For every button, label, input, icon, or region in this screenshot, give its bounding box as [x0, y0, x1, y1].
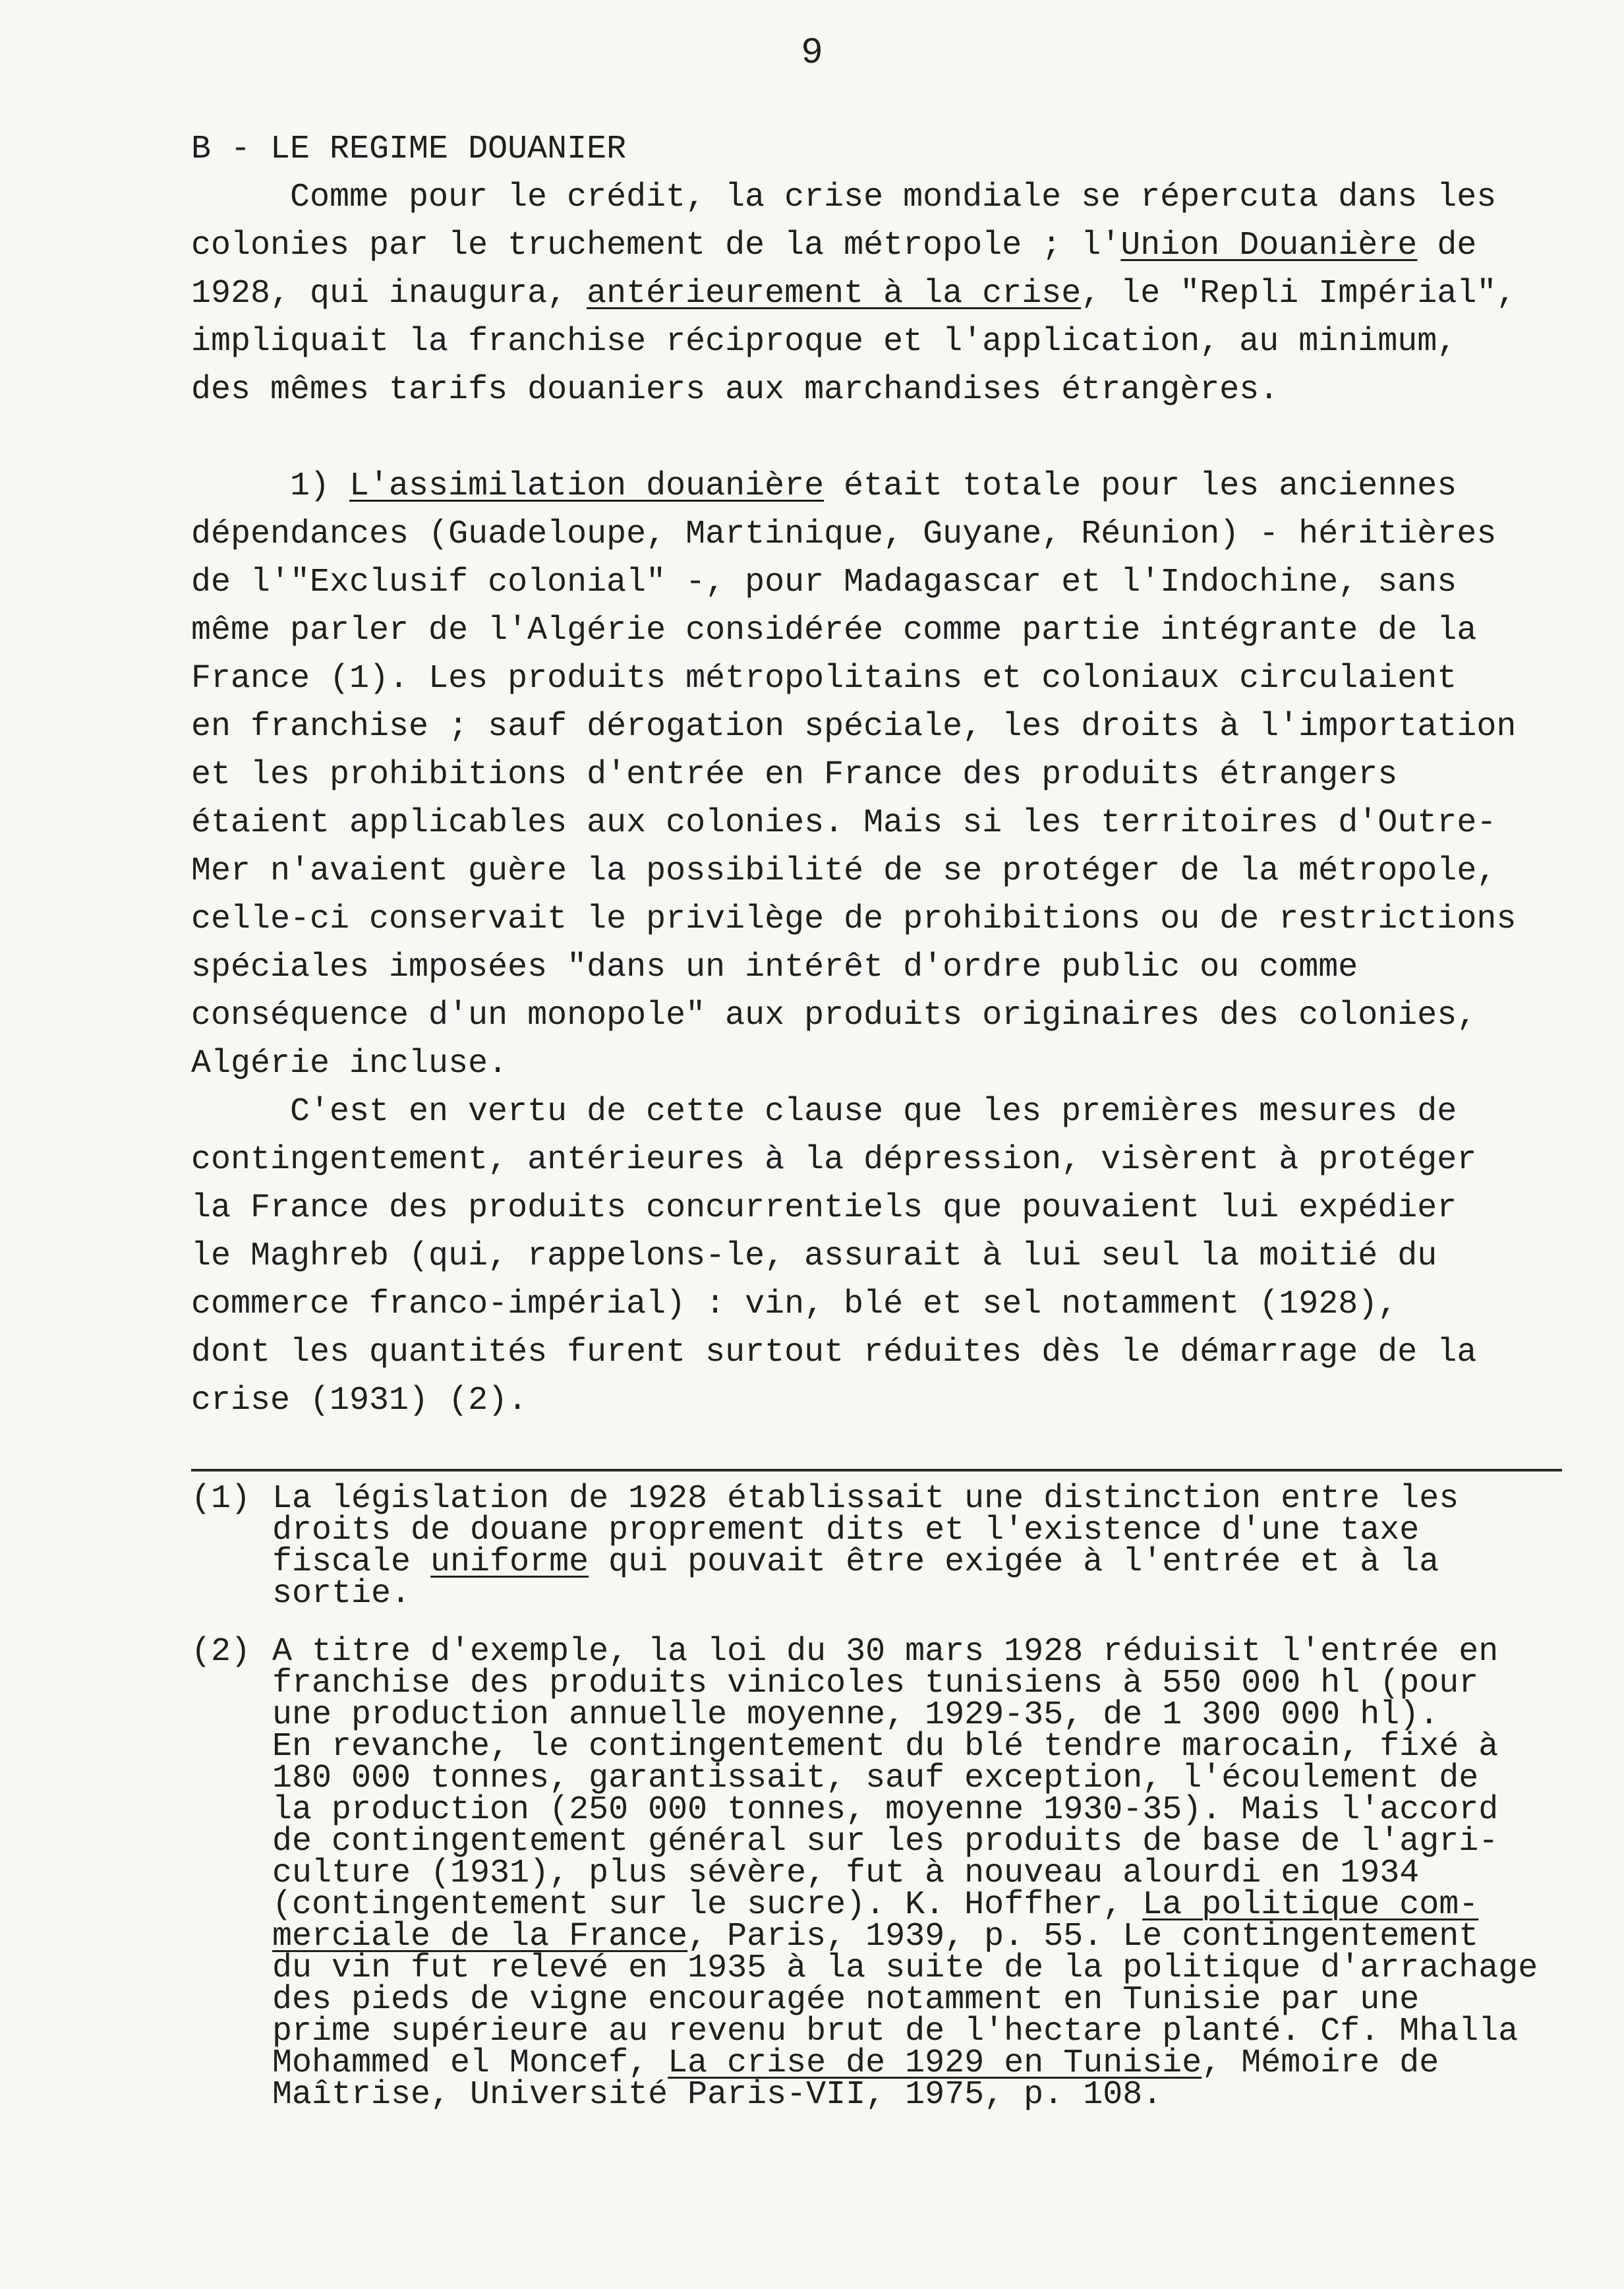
text-line: crise (1931) (2). — [191, 1382, 528, 1419]
footnote-line: des pieds de vigne encouragée notamment en Tunisie par une — [272, 1981, 1420, 2019]
footnote-line: 180 000 tonnes, garantissait, sauf exception, l'écoulement de — [272, 1760, 1479, 1797]
footnote-number: (2) — [191, 1633, 251, 1671]
text-span: , Mémoire de — [1202, 2044, 1439, 2082]
text-line: dont les quantités furent surtout réduites dès le démarrage de la — [191, 1334, 1477, 1371]
footnote-line: une production annuelle moyenne, 1929-35, de 1 300 000 hl). — [272, 1696, 1439, 1734]
text-span: était totale pour les anciennes — [824, 467, 1457, 505]
footnote-line: culture (1931), plus sévère, fut à nouveau alourdi en 1934 — [272, 1855, 1420, 1892]
underlined-term: Union Douanière — [1120, 227, 1418, 264]
text-span: colonies par le truchement de la métropole ; l' — [191, 227, 1121, 264]
paragraph-2 — [191, 462, 1562, 1088]
text-line: Mer n'avaient guère la possibilité de se protéger de la métropole, — [191, 852, 1497, 890]
footnote-1 — [191, 1480, 1588, 1613]
footnote-line: de contingentement général sur les produits de base de l'agri- — [272, 1823, 1499, 1860]
text-span: Mohammed el Moncef, — [272, 2044, 668, 2082]
text-line: en franchise ; sauf dérogation spéciale, les droits à l'importation — [191, 708, 1517, 746]
text-line: conséquence d'un monopole" aux produits originaires des colonies, — [191, 997, 1477, 1034]
footnote-line: du vin fut relevé en 1935 à la suite de la politique d'arrachage — [272, 1949, 1538, 1987]
footnote-line — [272, 1543, 1588, 1581]
paragraph-1 — [191, 173, 1562, 414]
text-line: le Maghreb (qui, rappelons-le, assurait à lui seul la moitié du — [191, 1237, 1437, 1275]
text-line: dépendances (Guadeloupe, Martinique, Guyane, Réunion) - héritières — [191, 516, 1497, 553]
footnote-line: prime supérieure au revenu brut de l'hectare planté. Cf. Mhalla — [272, 2013, 1519, 2050]
footnote-divider — [191, 1469, 1562, 1472]
text-line — [191, 462, 1562, 510]
footnote-line: La législation de 1928 établissait une distinction entre les — [272, 1480, 1459, 1518]
text-line: spéciales imposées "dans un intérêt d'ordre public ou comme — [191, 949, 1358, 986]
footnotes — [191, 1480, 1588, 2124]
text-line: des mêmes tarifs douaniers aux marchandises étrangères. — [191, 371, 1279, 409]
text-line: France (1). Les produits métropolitains et coloniaux circulaient — [191, 660, 1457, 698]
text-line: impliquait la franchise réciproque et l'application, au minimum, — [191, 323, 1457, 361]
text-line: contingentement, antérieures à la dépression, visèrent à protéger — [191, 1141, 1477, 1179]
text-span: de — [1417, 227, 1477, 264]
text-span: 1) — [290, 467, 350, 505]
page-number: 9 — [801, 32, 823, 74]
text-line: celle-ci conservait le privilège de prohibitions ou de restrictions — [191, 901, 1517, 938]
paragraph-3 — [191, 1088, 1562, 1425]
text-line: étaient applicables aux colonies. Mais si les territoires d'Outre- — [191, 804, 1497, 842]
footnote-2 — [191, 1633, 1588, 2114]
text-line — [191, 222, 1562, 270]
text-span: , le "Repli Impérial", — [1081, 275, 1517, 312]
text-line: de l'"Exclusif colonial" -, pour Madagascar et l'Indochine, sans — [191, 564, 1457, 601]
footnote-line: franchise des produits vinicoles tunisiens à 550 000 hl (pour — [272, 1665, 1479, 1702]
text-span: 1928, qui inaugura, — [191, 275, 587, 312]
underlined-term: L'assimilation douanière — [349, 467, 825, 505]
underlined-term: uniforme — [430, 1543, 589, 1581]
footnote-line — [272, 2044, 1588, 2082]
text-span: , Paris, 1939, p. 55. Le contingentement — [687, 1918, 1479, 1955]
footnote-line: la production (250 000 tonnes, moyenne 1930-35). Mais l'accord — [272, 1791, 1499, 1829]
text-line: Comme pour le crédit, la crise mondiale se répercuta dans les — [290, 179, 1497, 216]
text-line: C'est en vertu de cette clause que les premières mesures de — [290, 1093, 1457, 1131]
text-line: la France des produits concurrentiels que pouvaient lui expédier — [191, 1189, 1457, 1227]
book-title: La politique com- — [1142, 1886, 1479, 1924]
footnote-line: A titre d'exemple, la loi du 30 mars 1928 réduisit l'entrée en — [272, 1633, 1499, 1671]
text-span: (contingentement sur le sucre). K. Hoffher, — [272, 1886, 1143, 1924]
text-span: fiscale — [272, 1543, 431, 1581]
underlined-term: antérieurement à la crise — [587, 275, 1082, 312]
footnote-line: sortie. — [272, 1575, 411, 1613]
footnote-line — [272, 1918, 1588, 1955]
book-title: merciale de la France — [272, 1918, 688, 1955]
text-span: qui pouvait être exigée à l'entrée et à la — [589, 1543, 1439, 1581]
thesis-title: La crise de 1929 en Tunisie — [668, 2044, 1202, 2082]
text-line — [191, 270, 1562, 318]
text-line: Algérie incluse. — [191, 1045, 508, 1083]
footnote-line: En revanche, le contingentement du blé tendre marocain, fixé à — [272, 1728, 1499, 1766]
text-line: et les prohibitions d'entrée en France des produits étrangers — [191, 756, 1398, 794]
text-line: commerce franco-impérial) : vin, blé et sel notamment (1928), — [191, 1286, 1398, 1323]
section-heading: B - LE REGIME DOUANIER — [191, 131, 627, 168]
text-line: même parler de l'Algérie considérée comme partie intégrante de la — [191, 612, 1477, 649]
footnote-number: (1) — [191, 1480, 251, 1518]
main-text — [191, 125, 1562, 1425]
footnote-line — [272, 1886, 1588, 1924]
footnote-line: Maîtrise, Université Paris-VII, 1975, p. 108. — [272, 2076, 1163, 2114]
footnote-line: droits de douane proprement dits et l'existence d'une taxe — [272, 1512, 1420, 1549]
